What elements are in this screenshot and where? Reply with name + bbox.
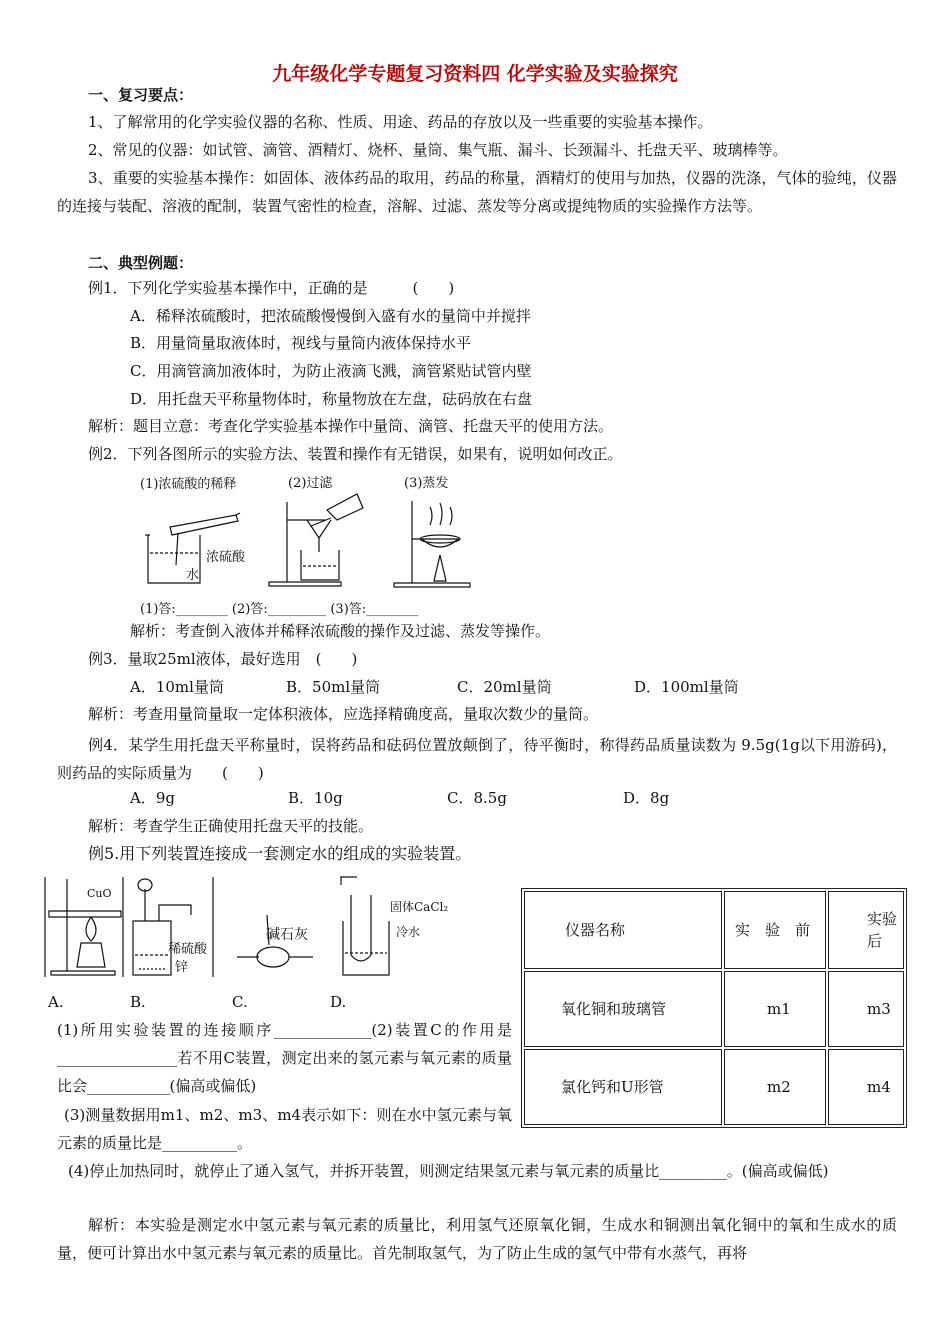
label-zinc: 锌: [175, 960, 189, 975]
example-4-stem: 例4．某学生用托盘天平称量时，误将药品和砝码位置放颠倒了，待平衡时，称得药品质量读数为 9.5g(1g以下用游码)，则药品的实际质量为 ( ): [57, 736, 897, 782]
example-1-option-b: B．用量筒量取液体时，视线与量筒内液体保持水平: [130, 334, 472, 352]
label-dilute-acid: 稀硫酸: [168, 942, 208, 957]
page-title: 九年级化学专题复习资料四 化学实验及实验探究: [272, 63, 678, 85]
example-4-analysis: 解析：考查学生正确使用托盘天平的技能。: [88, 817, 374, 835]
table-header-cell: 实验后: [828, 891, 904, 969]
device-label-c: C.: [232, 993, 248, 1011]
device-label-b: B.: [130, 993, 146, 1011]
table-cell: m3: [828, 971, 904, 1047]
example-5-question-4: (4)停止加热同时，就停止了通入氢气，并拆开装置，则测定结果氢元素与氧元素的质量比_________。(偏高或偏低): [68, 1162, 829, 1180]
acid-label: 浓硫酸: [206, 550, 246, 565]
water-label: 水: [186, 568, 200, 583]
example-1-option-c: C．用滴管滴加液体时，为防止液滴飞溅，滴管紧贴试管内壁: [130, 362, 532, 380]
device-label-a: A.: [48, 993, 64, 1011]
table-header-cell: 仪器名称: [524, 891, 722, 969]
review-point-1: 1、了解常用的化学实验仪器的名称、性质、用途、药品的存放以及一些重要的实验基本操作。: [88, 113, 713, 131]
measurement-table: [521, 888, 907, 1128]
table-header-cell: 实 验 前: [724, 891, 826, 969]
example-1-analysis: 解析：题目立意：考查化学实验基本操作中量筒、滴管、托盘天平的使用方法。: [88, 417, 614, 435]
example-4-option-a: A．9g: [130, 789, 175, 807]
section-heading-review: 一、复习要点：: [88, 86, 194, 104]
example-4-option-c: C．8.5g: [447, 789, 507, 807]
acid-dilution-figure: [140, 505, 260, 585]
figure-3-caption: (3)蒸发: [404, 476, 449, 491]
example-3-option-a: A．10ml量筒: [130, 678, 224, 696]
label-soda-lime: 碱石灰: [266, 927, 308, 943]
figure-2-caption: (2)过滤: [288, 476, 333, 491]
table-cell: m2: [724, 1049, 826, 1125]
table-cell: 氧化铜和玻璃管: [524, 971, 722, 1047]
filtration-figure: [265, 490, 375, 590]
example-2-stem: 例2．下列各图所示的实验方法、装置和操作有无错误，如果有，说明如何改正。: [88, 445, 623, 463]
evaporation-figure: [390, 495, 500, 590]
example-3-analysis: 解析：考查用量筒量取一定体积液体，应选择精确度高，量取次数少的量筒。: [88, 705, 599, 723]
table-header-row: [524, 891, 904, 969]
example-3-stem: 例3．量取25ml液体，最好选用 ( ): [88, 650, 358, 668]
example-4-option-b: B．10g: [288, 789, 343, 807]
example-3-option-d: D．100ml量筒: [634, 678, 739, 696]
example-5-stem: 例5.用下列装置连接成一套测定水的组成的实验装置。: [88, 844, 472, 863]
example-5-question-3: (3)测量数据用m1、m2、m3、m4表示如下：则在水中氢元素与氧元素的质量比是__________。: [57, 1106, 512, 1152]
label-cold-water: 冷水: [396, 925, 421, 939]
example-3-option-c: C．20ml量筒: [457, 678, 552, 696]
example-1-option-a: A．稀释浓硫酸时，把浓硫酸慢慢倒入盛有水的量筒中并搅拌: [130, 307, 531, 325]
example-2-analysis: 解析：考查倒入液体并稀释浓硫酸的操作及过滤、蒸发等操作。: [130, 622, 551, 640]
table-cell: m1: [724, 971, 826, 1047]
example-1-stem: 例1．下列化学实验基本操作中，正确的是 ( ): [88, 279, 455, 297]
example-4-option-d: D．8g: [623, 789, 670, 807]
figure-1-caption: (1)浓硫酸的稀释: [140, 477, 237, 492]
example-5-question-1-2: (1)所用实验装置的连接顺序_____________(2)装置C的作用是________________若不用C装置，测定出来的氢元素与氧元素的质量比会___________(偏高或偏低): [57, 1021, 512, 1095]
table-cell: m4: [828, 1049, 904, 1125]
example-3-option-b: B．50ml量筒: [286, 678, 381, 696]
review-point-3: 3、重要的实验基本操作：如固体、液体药品的取用，药品的称量，酒精灯的使用与加热，仪器的洗涤，气体的验纯，仪器的连接与装配、溶液的配制，装置气密性的检查，溶解、过滤、蒸发等分离或提纯物质的实验操作方法等。: [57, 169, 897, 215]
example-5-analysis: 解析：本实验是测定水中氢元素与氧元素的质量比，利用氢气还原氧化铜，生成水和铜测出氧化铜中的氧和生成水的质量，便可计算出水中氢元素与氧元素的质量比。首先制取氢气，为了防止生成的氢气中带有水蒸气，再将: [57, 1216, 897, 1262]
label-cacl2: 固体CaCl₂: [390, 900, 449, 914]
example-2-answers: (1)答:________ (2)答:_________ (3)答:________: [140, 602, 419, 617]
device-label-d: D.: [330, 993, 347, 1011]
example-1-option-d: D．用托盘天平称量物体时，称量物放在左盘，砝码放在右盘: [130, 390, 533, 408]
review-point-2: 2、常见的仪器：如试管、滴管、酒精灯、烧杯、量筒、集气瓶、漏斗、长颈漏斗、托盘天平、玻璃棒等。: [88, 141, 788, 159]
table-row: [524, 1049, 904, 1125]
table-cell: 氯化钙和U形管: [524, 1049, 722, 1125]
section-heading-examples: 二、典型例题：: [88, 254, 194, 272]
label-cuo: CuO: [87, 887, 112, 900]
table-row: [524, 971, 904, 1047]
